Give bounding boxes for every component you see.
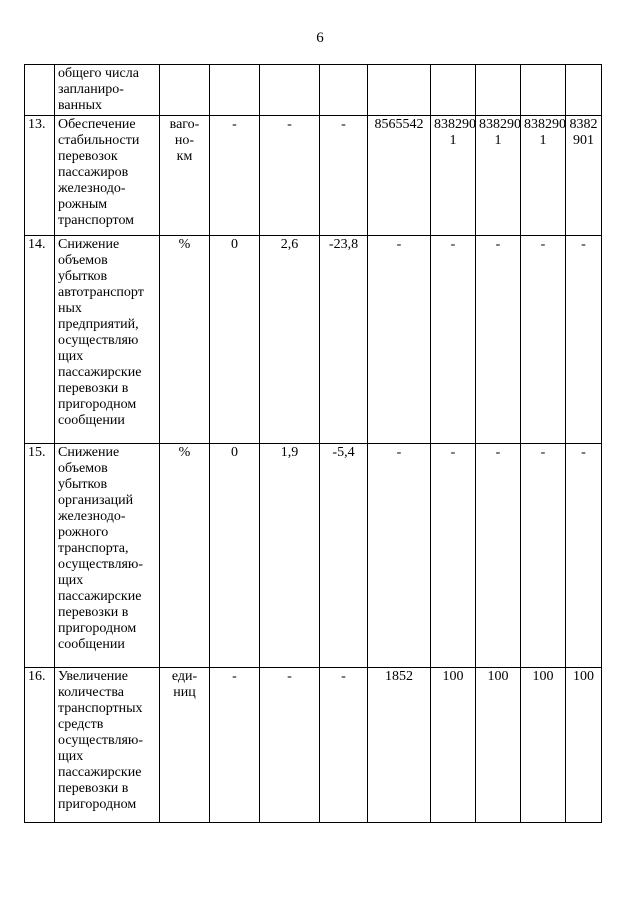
indicator-name-line: пассажирские bbox=[58, 365, 142, 380]
value-cell: 2,6 bbox=[260, 236, 320, 444]
indicator-name-line: объемов bbox=[58, 253, 108, 268]
indicator-name-line: щих bbox=[58, 573, 84, 588]
unit-line: но- bbox=[174, 133, 195, 148]
value-cell: - bbox=[260, 668, 320, 823]
indicator-name-line: запланиро- bbox=[58, 82, 124, 97]
indicator-name-line: осуществляю- bbox=[58, 733, 144, 748]
table-row bbox=[25, 668, 602, 823]
indicator-name-line: транспорта, bbox=[58, 541, 129, 556]
value-cell: - bbox=[260, 116, 320, 236]
indicator-name-line: предприятий, bbox=[58, 317, 139, 332]
indicator-name-line: ных bbox=[58, 301, 82, 316]
indicator-name-line: стабильности bbox=[58, 133, 140, 148]
table-row bbox=[25, 444, 602, 668]
indicator-name-line: пассажирские bbox=[58, 589, 142, 604]
value-cell: - bbox=[566, 236, 602, 444]
indicator-name-line: щих bbox=[58, 749, 84, 764]
unit-cell bbox=[160, 444, 210, 668]
unit-line: км bbox=[176, 149, 193, 164]
indicator-name bbox=[55, 444, 160, 668]
value-cell: - bbox=[566, 444, 602, 668]
value-cell: - bbox=[431, 236, 476, 444]
indicator-name-line: средств bbox=[58, 717, 104, 732]
value-cell: 1,9 bbox=[260, 444, 320, 668]
value-cell: 100 bbox=[431, 668, 476, 823]
row-number: 16. bbox=[25, 668, 55, 823]
indicator-name-line: перевозки в bbox=[58, 781, 129, 796]
indicator-name bbox=[55, 236, 160, 444]
indicator-name-line: пассажиров bbox=[58, 165, 129, 180]
table-row bbox=[25, 65, 602, 116]
unit-line: % bbox=[178, 445, 191, 460]
unit-cell bbox=[160, 668, 210, 823]
value-cell: 100 bbox=[476, 668, 521, 823]
row-number bbox=[25, 65, 55, 116]
unit-line: % bbox=[178, 237, 191, 252]
value-cell: -5,4 bbox=[320, 444, 368, 668]
indicator-name-line: Увеличение bbox=[58, 669, 129, 684]
value-cell: - bbox=[320, 668, 368, 823]
indicator-name-line: Снижение bbox=[58, 237, 120, 252]
indicators-table bbox=[24, 64, 602, 823]
indicator-name-line: Снижение bbox=[58, 445, 120, 460]
value-cell: 8382 901 bbox=[566, 116, 602, 236]
indicator-name-line: объемов bbox=[58, 461, 108, 476]
value-cell: 838290 1 bbox=[476, 116, 521, 236]
value-cell: 0 bbox=[210, 236, 260, 444]
unit-cell bbox=[160, 116, 210, 236]
indicator-name-line: щих bbox=[58, 349, 84, 364]
value-cell: 8565542 bbox=[368, 116, 431, 236]
value-cell: - bbox=[476, 444, 521, 668]
indicator-name-line: пригородном bbox=[58, 797, 137, 812]
indicator-name-line: сообщении bbox=[58, 413, 125, 428]
value-cell: 838290 1 bbox=[431, 116, 476, 236]
indicator-name-line: убытков bbox=[58, 269, 108, 284]
unit-line: ваго- bbox=[169, 117, 200, 132]
unit-cell bbox=[160, 236, 210, 444]
value-cell bbox=[566, 65, 602, 116]
value-cell bbox=[320, 65, 368, 116]
value-cell: - bbox=[210, 116, 260, 236]
value-cell: - bbox=[431, 444, 476, 668]
indicator-name-line: перевозки в bbox=[58, 605, 129, 620]
indicator-name-line: Обеспечение bbox=[58, 117, 136, 132]
page-number: 6 bbox=[316, 30, 324, 46]
unit-line: еди- bbox=[171, 669, 198, 684]
indicator-name-line: пригородном bbox=[58, 621, 137, 636]
row-number: 14. bbox=[25, 236, 55, 444]
indicator-name-line: железнодо- bbox=[58, 509, 126, 524]
value-cell bbox=[476, 65, 521, 116]
indicator-name bbox=[55, 65, 160, 116]
indicator-name-line: убытков bbox=[58, 477, 108, 492]
value-cell: 838290 1 bbox=[521, 116, 566, 236]
indicator-name-line: перевозок bbox=[58, 149, 118, 164]
indicator-name-line: организаций bbox=[58, 493, 134, 508]
indicator-name-line: рожным bbox=[58, 197, 108, 212]
value-cell: - bbox=[210, 668, 260, 823]
value-cell: - bbox=[521, 236, 566, 444]
value-cell: -23,8 bbox=[320, 236, 368, 444]
indicator-name-line: транспортных bbox=[58, 701, 143, 716]
indicator-name-line: ванных bbox=[58, 98, 103, 113]
indicator-name-line: сообщении bbox=[58, 637, 125, 652]
indicator-name-line: транспортом bbox=[58, 213, 135, 228]
value-cell: - bbox=[368, 444, 431, 668]
value-cell: - bbox=[320, 116, 368, 236]
table-row bbox=[25, 116, 602, 236]
value-cell: - bbox=[521, 444, 566, 668]
indicator-name-line: осуществляю bbox=[58, 333, 139, 348]
value-cell bbox=[368, 65, 431, 116]
value-cell bbox=[521, 65, 566, 116]
indicator-name-line: автотранспорт bbox=[58, 285, 144, 300]
value-cell: 1852 bbox=[368, 668, 431, 823]
indicator-name-line: количества bbox=[58, 685, 124, 700]
value-cell: 100 bbox=[521, 668, 566, 823]
row-number: 13. bbox=[25, 116, 55, 236]
indicator-name-line: железнодо- bbox=[58, 181, 126, 196]
value-cell bbox=[260, 65, 320, 116]
unit-cell bbox=[160, 65, 210, 116]
value-cell bbox=[431, 65, 476, 116]
table-row bbox=[25, 236, 602, 444]
value-cell: 100 bbox=[566, 668, 602, 823]
indicator-name-line: осуществляю- bbox=[58, 557, 144, 572]
row-number: 15. bbox=[25, 444, 55, 668]
indicator-name-line: пригородном bbox=[58, 397, 137, 412]
value-cell: - bbox=[476, 236, 521, 444]
unit-line: ниц bbox=[173, 685, 196, 700]
value-cell bbox=[210, 65, 260, 116]
indicator-name bbox=[55, 668, 160, 823]
value-cell: - bbox=[368, 236, 431, 444]
indicator-name-line: перевозки в bbox=[58, 381, 129, 396]
indicator-name bbox=[55, 116, 160, 236]
indicator-name-line: рожного bbox=[58, 525, 109, 540]
indicator-name-line: пассажирские bbox=[58, 765, 142, 780]
indicator-name-line: общего числа bbox=[58, 66, 139, 81]
value-cell: 0 bbox=[210, 444, 260, 668]
